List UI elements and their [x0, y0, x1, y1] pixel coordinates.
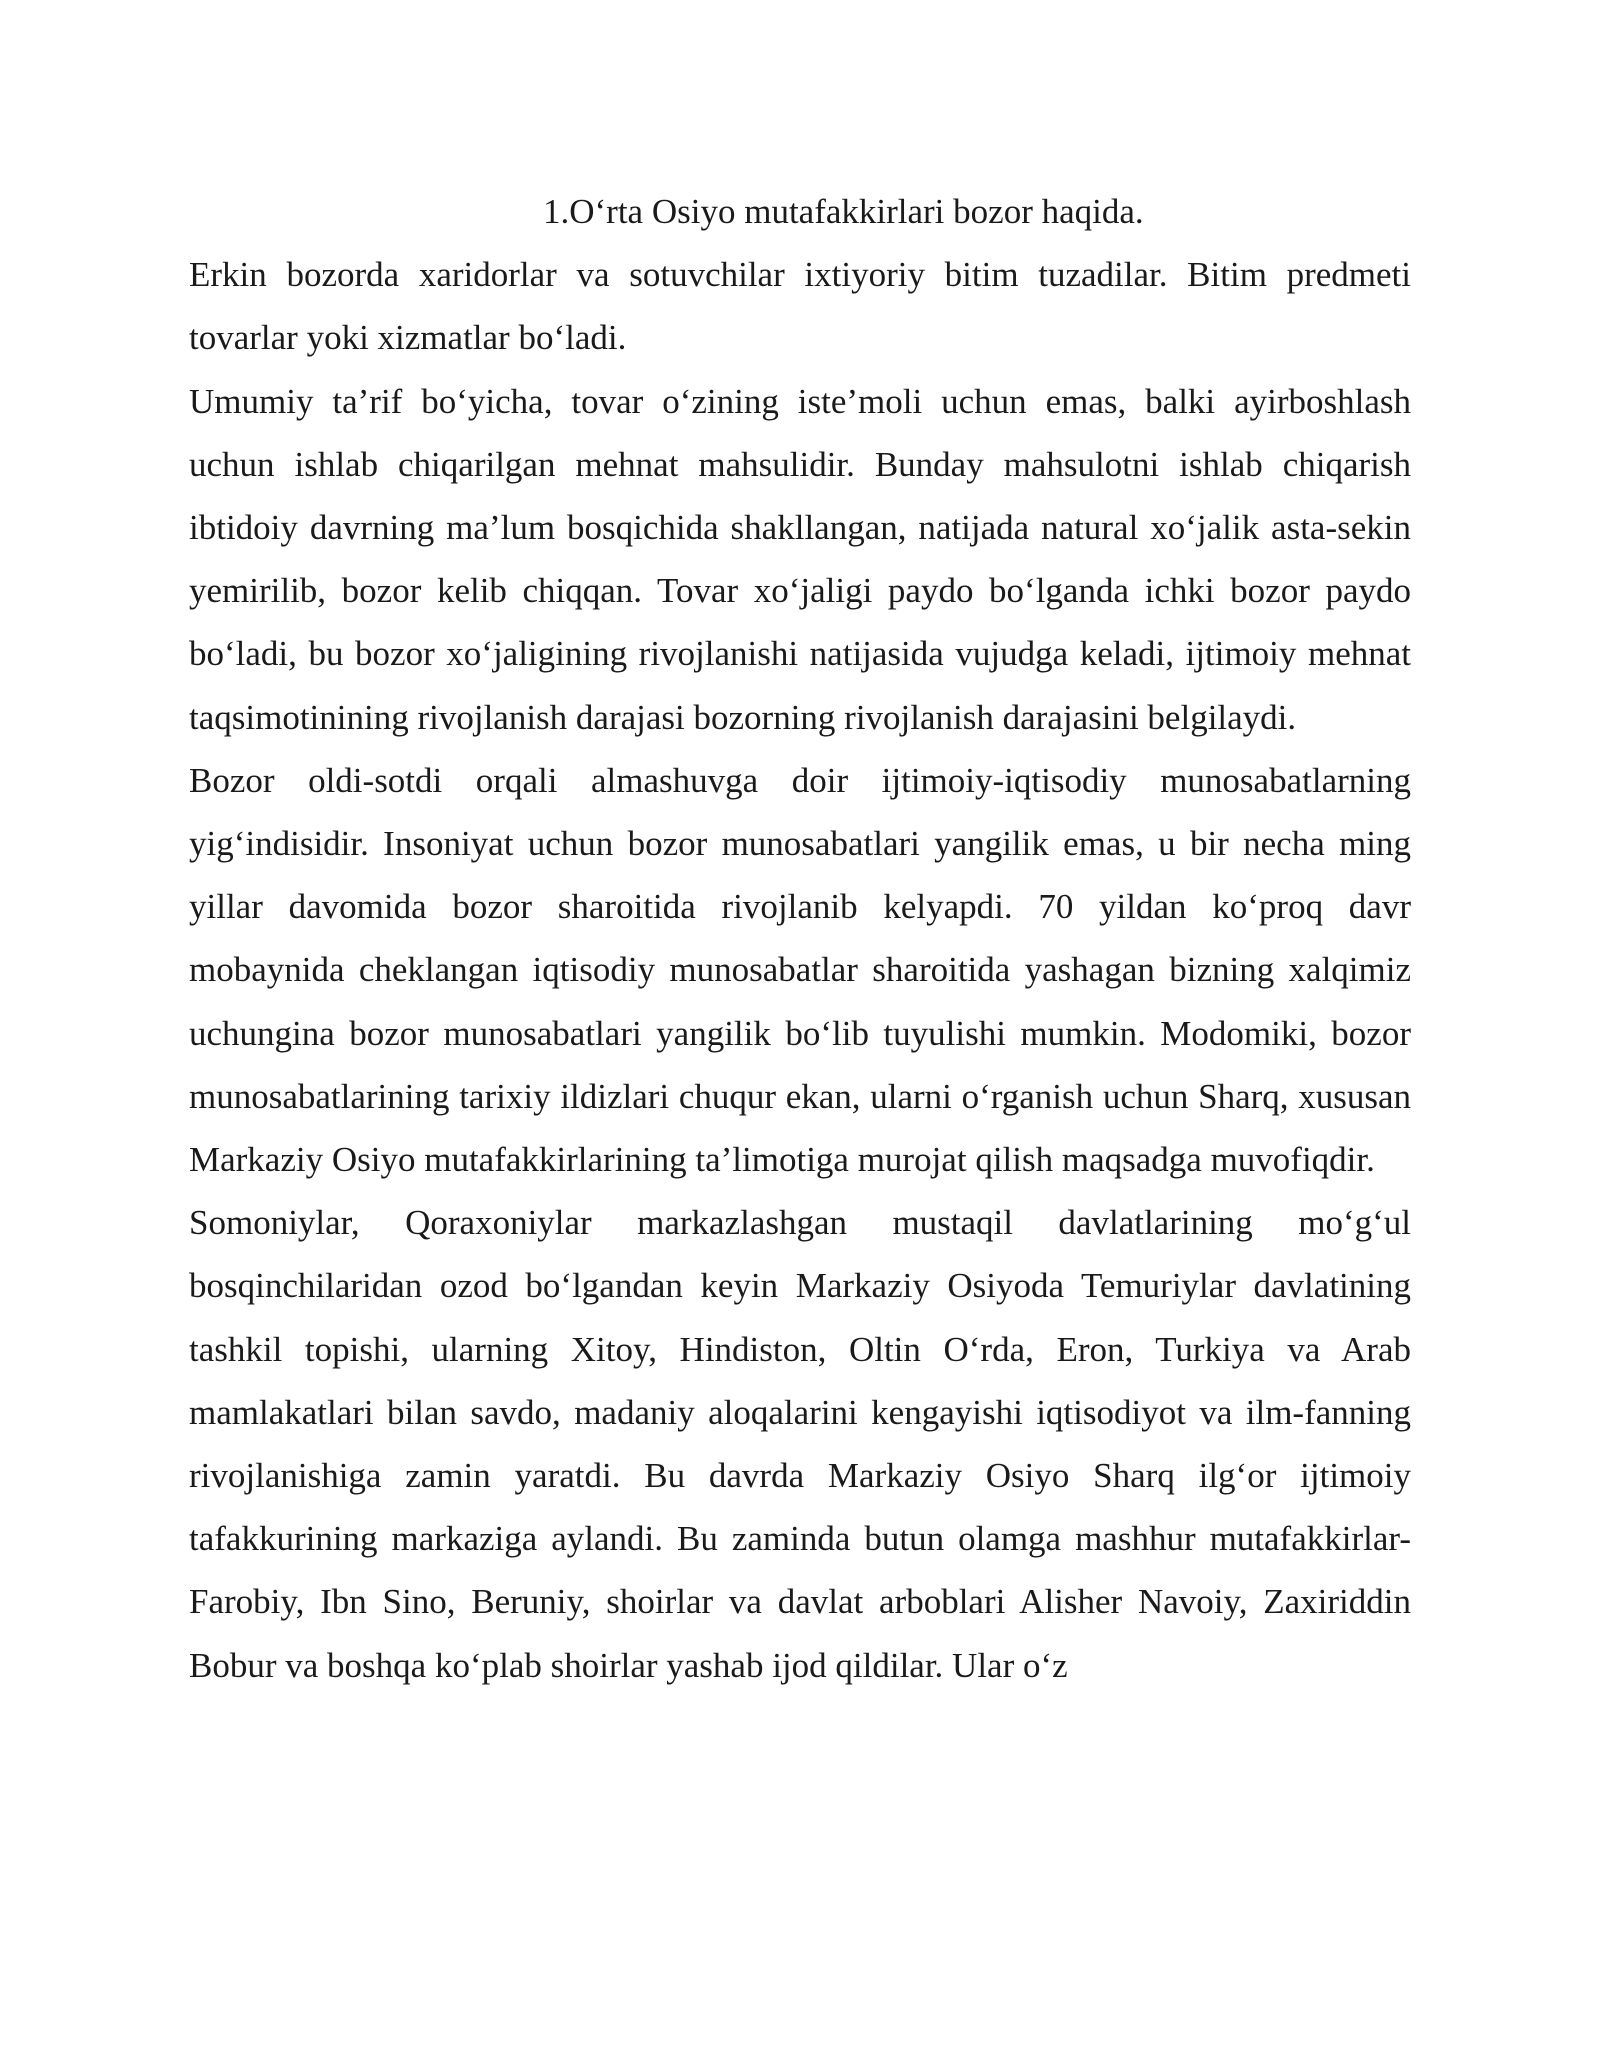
document-body	[189, 180, 1411, 1697]
paragraph-commodity-definition: Umumiy ta’rif bo‘yicha, tovar o‘zining iste’moli uchun emas, balki ayirboshlash uchun ishlab chiqarilgan mehnat mahsulidir. Bunday mahsulotni ishlab chiqarish ibtidoiy davrning ma’lum bosqichida shakllangan, natijada natural xo‘jalik asta-sekin yemirilib, bozor kelib chiqqan. Tovar xo‘jaligi paydo bo‘lganda ichki bozor paydo bo‘ladi, bu bozor xo‘jaligining rivojlanishi natijasida vujudga keladi, ijtimoiy mehnat taqsimotinining rivojlanish darajasi bozorning rivojlanish darajasini belgilaydi.	[189, 381, 1411, 737]
paragraph-intro: Erkin bozorda xaridorlar va sotuvchilar ixtiyoriy bitim tuzadilar. Bitim predmeti tovarlar yoki xizmatlar bo‘ladi.	[189, 255, 1411, 358]
section-title: 1.O‘rta Osiyo mutafakkirlari bozor haqida.	[543, 192, 1144, 231]
paragraph-market-definition: Bozor oldi-sotdi orqali almashuvga doir ijtimoiy-iqtisodiy munosabatlarning yig‘indisidir. Insoniyat uchun bozor munosabatlari yangilik emas, u bir necha ming yillar davomida bozor sharoitida rivojlanib kelyapdi. 70 yildan ko‘proq davr mobaynida cheklangan iqtisodiy munosabatlar sharoitida yashagan bizning xalqimiz uchungina bozor munosabatlari yangilik bo‘lib tuyulishi mumkin. Modomiki, bozor munosabatlarining tarixiy ildizlari chuqur ekan, ularni o‘rganish uchun Sharq, xususan Markaziy Osiyo mutafakkirlarining ta’limotiga murojat qilish maqsadga muvofiqdir.	[189, 760, 1411, 1180]
paragraph-historical-thinkers: Somoniylar, Qoraxoniylar markazlashgan mustaqil davlatlarining mo‘g‘ul bosqinchilaridan ozod bo‘lgandan keyin Markaziy Osiyoda Temuriylar davlatining tashkil topishi, ularning Xitoy, Hindiston, Oltin O‘rda, Eron, Turkiya va Arab mamlakatlari bilan savdo, madaniy aloqalarini kengayishi iqtisodiyot va ilm-fanning rivojlanishiga zamin yaratdi. Bu davrda Markaziy Osiyo Sharq ilg‘or ijtimoiy tafakkurining markaziga aylandi. Bu zaminda butun olamga mashhur mutafakkirlar-Farobiy, Ibn Sino, Beruniy, shoirlar va davlat arboblari Alisher Navoiy, Zaxiriddin Bobur va boshqa ko‘plab shoirlar yashab ijod qildilar. Ular o‘z	[189, 1203, 1411, 1685]
